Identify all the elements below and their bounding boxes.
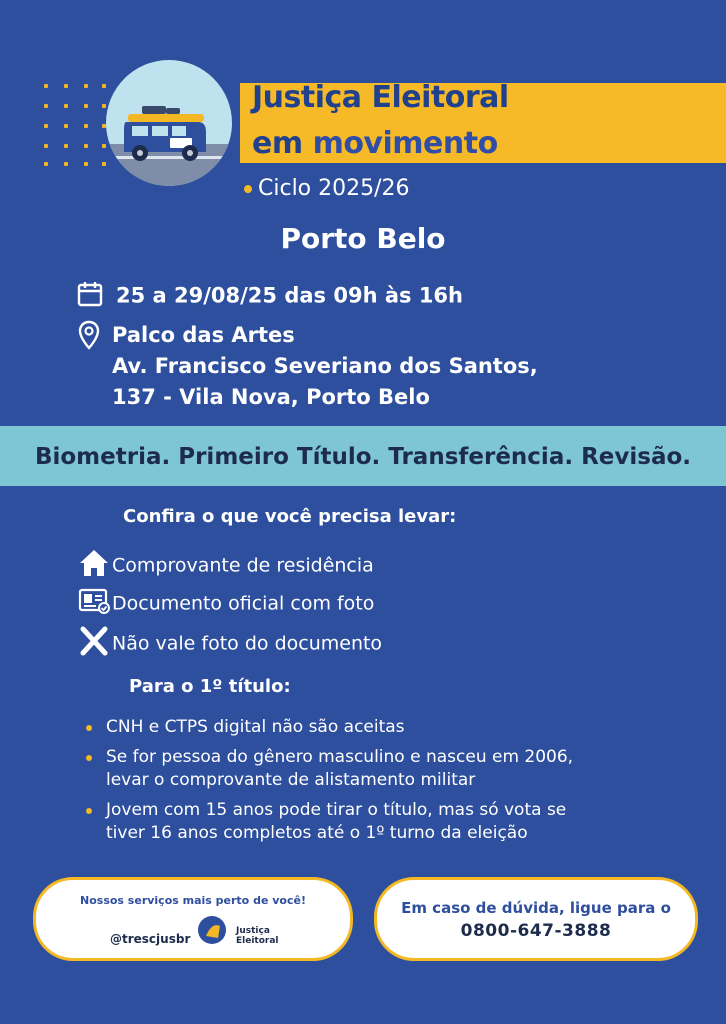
first-title-list bbox=[86, 716, 606, 852]
requirement-item: Não vale foto do documento bbox=[78, 626, 382, 661]
van-icon bbox=[106, 60, 232, 186]
contact-pill bbox=[374, 877, 698, 961]
id-card-icon bbox=[78, 588, 112, 619]
requirement-item: Documento oficial com foto bbox=[78, 588, 374, 619]
program-title: Justiça Eleitoral bbox=[252, 80, 509, 115]
first-title-heading: Para o 1º título: bbox=[129, 676, 291, 697]
location-pin-icon bbox=[78, 320, 100, 359]
house-icon bbox=[78, 548, 112, 583]
social-pill bbox=[33, 877, 353, 961]
city-title: Porto Belo bbox=[280, 222, 446, 255]
contact-label: Em caso de dúvida, ligue para o bbox=[401, 899, 671, 917]
address-line2: 137 - Vila Nova, Porto Belo bbox=[112, 385, 430, 409]
justice-logo-icon bbox=[198, 916, 226, 944]
list-item: CNH e CTPS digital não são aceitas bbox=[86, 716, 606, 739]
van-badge bbox=[106, 60, 232, 186]
cycle-label: Ciclo 2025/26 bbox=[244, 176, 410, 201]
program-subtitle: em movimento bbox=[252, 126, 498, 161]
date-text: 25 a 29/08/25 das 09h às 16h bbox=[116, 283, 463, 308]
event-location bbox=[78, 320, 538, 413]
services-band: Biometria. Primeiro Título. Transferência. Revisão. bbox=[0, 426, 726, 486]
calendar-icon bbox=[76, 280, 104, 313]
decorative-dots bbox=[44, 84, 108, 168]
requirements-title: Confira o que você precisa levar: bbox=[123, 506, 457, 527]
logo-text: Justiça Eleitoral bbox=[236, 926, 279, 946]
requirement-item: Comprovante de residência bbox=[78, 548, 374, 583]
list-item: Se for pessoa do gênero masculino e nasceu em 2006, levar o comprovante de alistamento militar bbox=[86, 746, 606, 792]
bullet-dot bbox=[244, 185, 252, 193]
event-date bbox=[76, 280, 463, 313]
tagline: Nossos serviços mais perto de você! bbox=[80, 894, 306, 907]
address-line1: Av. Francisco Severiano dos Santos, bbox=[112, 354, 538, 378]
x-icon bbox=[78, 626, 112, 661]
list-item: Jovem com 15 anos pode tirar o título, mas só vota se tiver 16 anos completos até o 1º turno da eleição bbox=[86, 799, 606, 845]
venue-name: Palco das Artes bbox=[112, 323, 295, 347]
phone-number[interactable]: 0800-647-3888 bbox=[460, 921, 612, 941]
social-handle[interactable]: @trescjusbr bbox=[110, 932, 191, 946]
